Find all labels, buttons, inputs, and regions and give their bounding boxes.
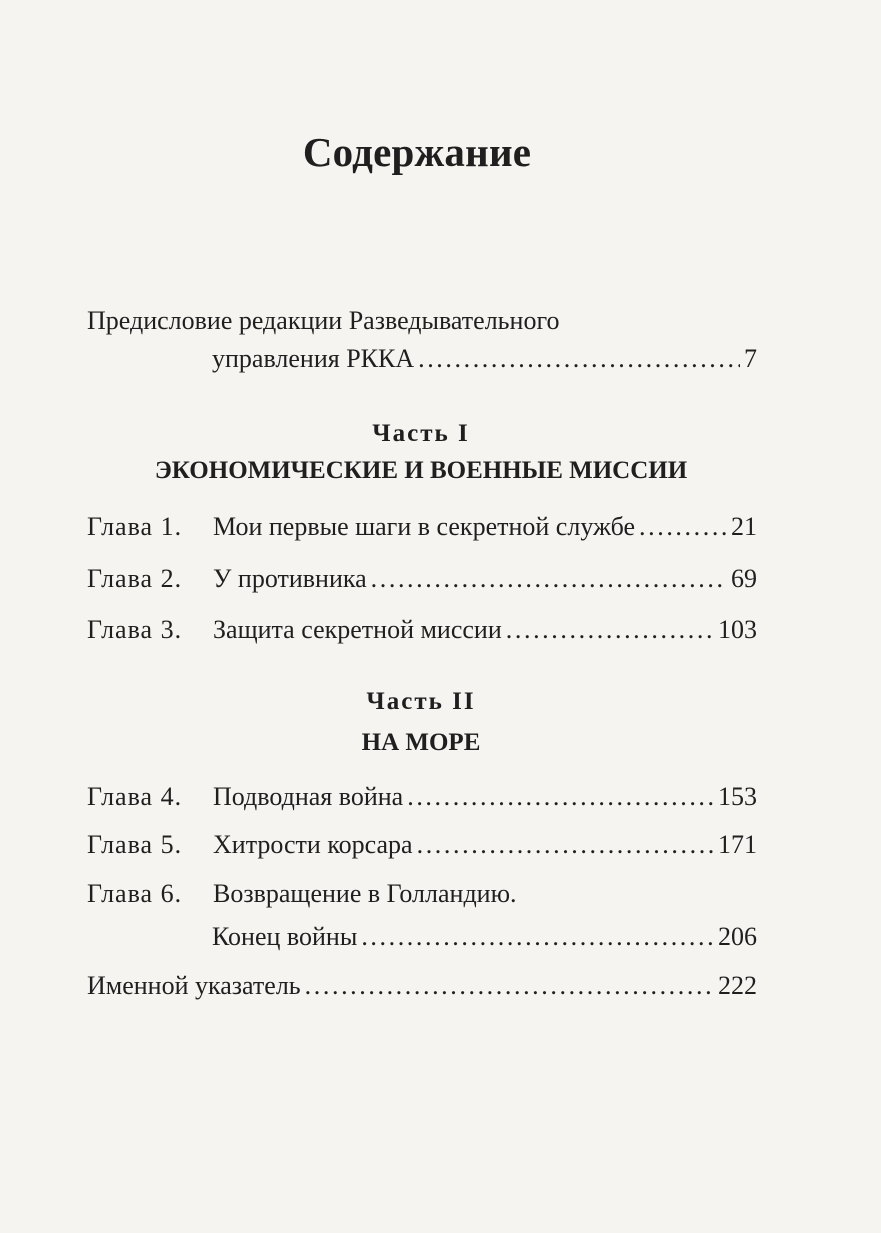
- preface-entry[interactable]: [212, 339, 757, 379]
- chapter-label: Глава 5.: [87, 830, 183, 859]
- dot-leader: [639, 507, 727, 547]
- dot-leader: [305, 966, 714, 1006]
- chapter-5-entry[interactable]: [87, 825, 757, 865]
- chapter-title: Подводная война: [213, 782, 404, 811]
- index-entry[interactable]: [87, 966, 757, 1006]
- chapter-label: Глава 2.: [87, 564, 183, 593]
- chapter-6-entry-cont[interactable]: [212, 917, 757, 957]
- page-number: 7: [744, 344, 757, 373]
- chapter-4-entry[interactable]: [87, 777, 757, 817]
- index-title: Именной указатель: [87, 971, 301, 1000]
- part-2-label: Часть II: [366, 688, 476, 715]
- part-1-label: Часть I: [372, 420, 470, 447]
- page-title: Содержание: [302, 129, 532, 175]
- page-number: 103: [718, 615, 757, 644]
- chapter-title-cont: Конец войны: [212, 922, 358, 951]
- page-number: 222: [718, 971, 757, 1000]
- preface-title-line2: управления РККА: [212, 344, 415, 373]
- dot-leader: [418, 339, 740, 379]
- chapter-label: Глава 6.: [87, 879, 183, 908]
- chapter-title: У противника: [213, 564, 367, 593]
- chapter-label: Глава 3.: [87, 615, 183, 644]
- chapter-title: Возвращение в Голландию.: [213, 879, 517, 908]
- chapter-label: Глава 4.: [87, 782, 183, 811]
- chapter-title: Хитрости корсара: [213, 830, 413, 859]
- chapter-1-entry[interactable]: [87, 507, 757, 547]
- dot-leader: [361, 917, 714, 957]
- page-number: 171: [718, 830, 757, 859]
- chapter-2-entry[interactable]: [87, 559, 757, 599]
- preface-title-line1: Предисловие редакции Разведывательного: [87, 306, 560, 335]
- dot-leader: [407, 777, 714, 817]
- page-number: 21: [731, 512, 757, 541]
- dot-leader: [417, 825, 714, 865]
- chapter-title: Мои первые шаги в секретной службе: [213, 512, 636, 541]
- dot-leader: [371, 559, 727, 599]
- part-2-heading: НА МОРЕ: [361, 729, 481, 756]
- page-number: 153: [718, 782, 757, 811]
- dot-leader: [506, 610, 714, 650]
- chapter-title: Защита секретной миссии: [213, 615, 502, 644]
- chapter-label: Глава 1.: [87, 512, 183, 541]
- page-number: 69: [731, 564, 757, 593]
- page-number: 206: [718, 922, 757, 951]
- part-1-heading: ЭКОНОМИЧЕСКИЕ И ВОЕННЫЕ МИССИИ: [154, 457, 688, 484]
- chapter-6-entry[interactable]: [87, 874, 757, 914]
- chapter-3-entry[interactable]: [87, 610, 757, 650]
